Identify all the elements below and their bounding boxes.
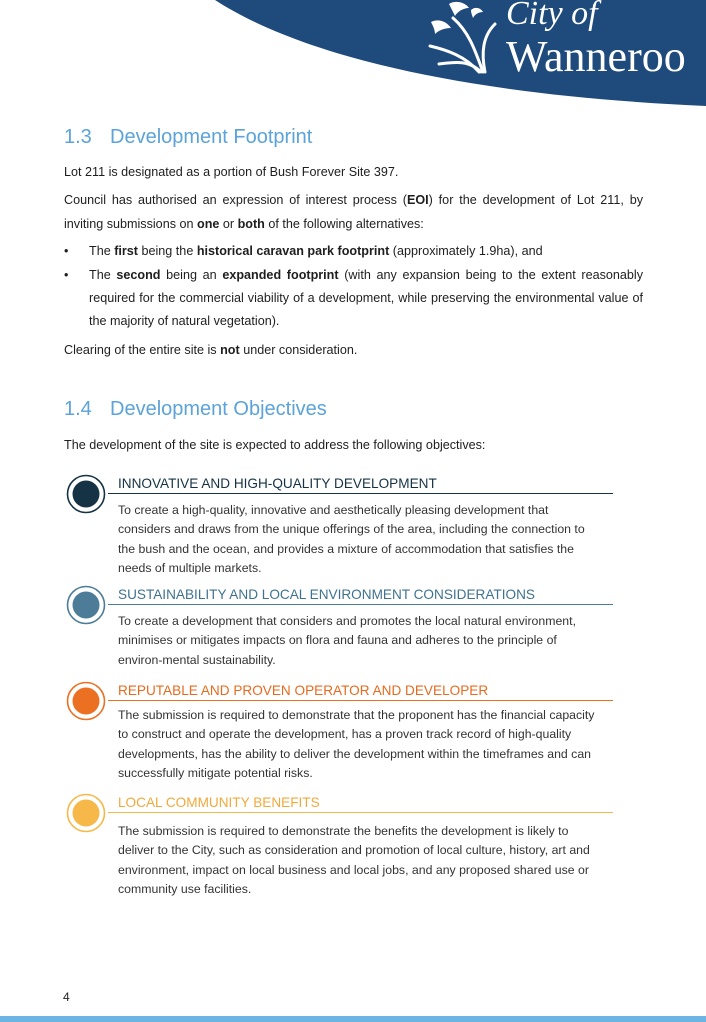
paragraph-eoi: Council has authorised an expression of interest process (EOI) for the development of Lot 211, by inviting submissions on one or both of the following alternatives:: [64, 193, 643, 231]
objective-circle-icon-sustainability: [66, 585, 106, 625]
objective-circle-icon-operator: [66, 681, 106, 721]
section-heading-1-3: [64, 124, 312, 150]
objective-divider: [108, 812, 613, 813]
bullet-second-alternative: • The second being an expanded footprint (with any expansion being to the extent reasonably required for the commercial viability of a development, while preserving the environmental value of the majority of natural vegetation).: [64, 264, 643, 333]
wanneroo-logo-icon: [425, 0, 505, 75]
objective-text-sustainability: To create a development that considers and promotes the local natural environment, minimises or mitigates impacts on flora and fauna and adheres to the principle of environ-mental sustainability.: [118, 614, 576, 667]
objective-title-innovative: INNOVATIVE AND HIGH-QUALITY DEVELOPMENT: [118, 476, 437, 491]
objective-divider: [108, 700, 613, 701]
page-number: 4: [63, 990, 70, 1004]
objective-title-sustainability: SUSTAINABILITY AND LOCAL ENVIRONMENT CONSIDERATIONS: [118, 587, 535, 602]
footer-bar: [0, 1016, 706, 1022]
paragraph-lot-211: Lot 211 is designated as a portion of Bush Forever Site 397.: [64, 165, 399, 179]
logo-text-city-of: City of: [506, 0, 598, 32]
section-heading-1-4: [64, 396, 327, 422]
logo-text-wanneroo: Wanneroo: [506, 32, 686, 81]
section-title: Development Objectives: [110, 398, 327, 420]
objective-title-community: LOCAL COMMUNITY BENEFITS: [118, 795, 320, 810]
objective-text-innovative: To create a high-quality, innovative and aesthetically pleasing development that considers and draws from the unique offerings of the area, including the connection to the bush and the ocean, and provides a mixture of accommodation that satisfies the needs of multiple markets.: [118, 503, 585, 575]
objective-text-community: The submission is required to demonstrate the benefits the development is likely to deliver to the City, such as consideration and promotion of local culture, history, art and environment, impact on local business and local jobs, and any proposed shared use or community use facilities.: [118, 824, 590, 896]
objective-text-operator: The submission is required to demonstrate that the proponent has the financial capacity to construct and operate the development, has a proven track record of high-quality developments, has the ability to deliver the development within the timeframes and can successfully mitigate potential risks.: [118, 708, 595, 780]
objective-circle-icon-innovative: [66, 474, 106, 514]
objective-circle-icon-community: [66, 793, 106, 833]
section-title: Development Footprint: [110, 126, 313, 148]
objective-title-operator: REPUTABLE AND PROVEN OPERATOR AND DEVELOPER: [118, 683, 489, 698]
bullet-dot: •: [64, 268, 69, 282]
objective-divider: [108, 604, 613, 605]
bullet-dot: •: [64, 244, 69, 258]
objective-divider: [108, 493, 613, 494]
section-number: 1.3: [64, 126, 92, 148]
bullet-first-alternative: • The first being the historical caravan park footprint (approximately 1.9ha), and: [64, 240, 643, 263]
section-number: 1.4: [64, 398, 92, 420]
paragraph-objectives-intro: The development of the site is expected to address the following objectives:: [64, 438, 486, 452]
paragraph-clearing: Clearing of the entire site is not under consideration.: [64, 343, 358, 357]
